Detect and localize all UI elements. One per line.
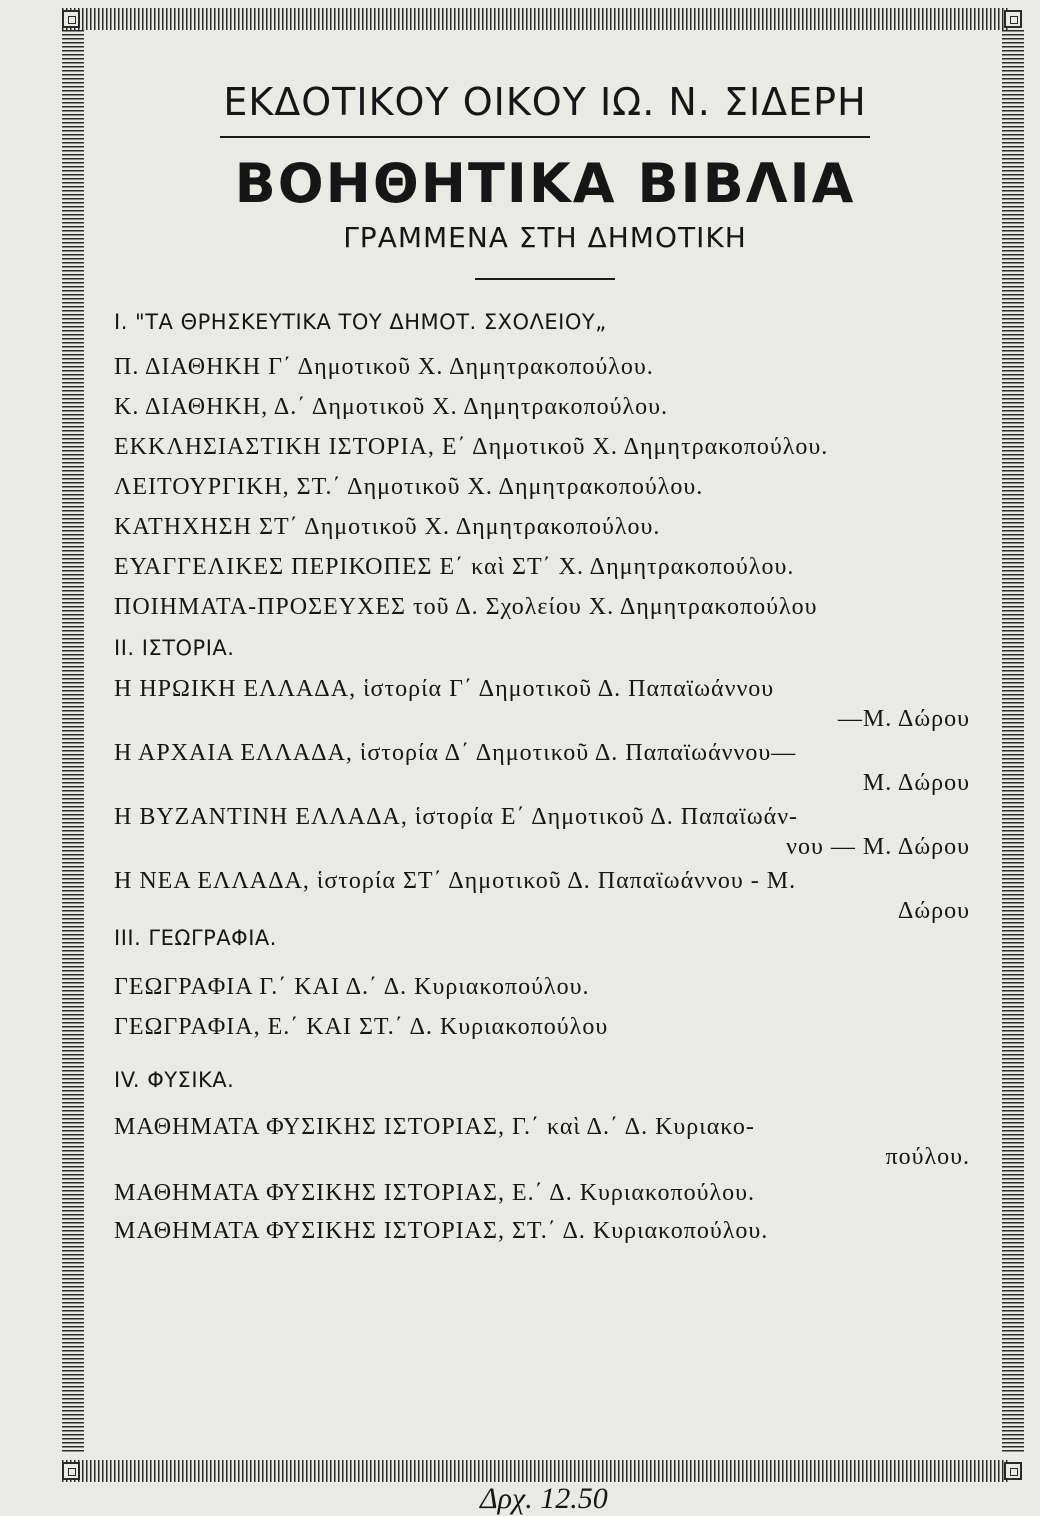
page-subtitle: ΓΡΑΜΜΕΝΑ ΣΤΗ ΔΗΜΟΤΙΚΗ (343, 221, 747, 254)
corner-ornament (62, 10, 80, 28)
list-item-continuation: νου — Μ. Δώρου (786, 833, 970, 860)
corner-ornament (1004, 1462, 1022, 1480)
list-item: Π. ΔΙΑΘΗΚΗ Γ΄ Δημοτικοῦ Χ. Δημητρακοπούλου. (114, 353, 654, 380)
list-item (114, 1110, 990, 1170)
publisher-heading: ΕΚΔΟΤΙΚΟΥ ΟΙΚΟΥ ΙΩ. Ν. ΣΙΔΕΡΗ (223, 80, 867, 124)
list-item-text: Η ΑΡΧΑΙΑ ΕΛΛΑΔΑ, ἱστορία Δ΄ Δημοτικοῦ Δ. Παπαϊωάννου— (114, 739, 797, 766)
list-item (114, 864, 990, 924)
list-item-text: Η ΝΕΑ ΕΛΛΑΔΑ, ἱστορία ΣΤ΄ Δημοτικοῦ Δ. Παπαϊωάννου - Μ. (114, 867, 797, 894)
corner-ornament (62, 1462, 80, 1480)
list-item: ΜΑΘΗΜΑΤΑ ΦΥΣΙΚΗΣ ΙΣΤΟΡΙΑΣ, Ε.΄ Δ. Κυριακοπούλου. (114, 1179, 756, 1206)
list-item-continuation: Δώρου (897, 897, 970, 924)
page-title: ΒΟΗΘΗΤΙΚΑ ΒΙΒΛΙΑ (234, 152, 856, 215)
list-item: ΠΟΙΗΜΑΤΑ-ΠΡΟΣΕΥΧΕΣ τοῦ Δ. Σχολείου Χ. Δημητρακοπούλου (114, 593, 818, 620)
list-item-text: Η ΗΡΩΙΚΗ ΕΛΛΑΔΑ, ἱστορία Γ΄ Δημοτικοῦ Δ. Παπαϊωάννου (114, 675, 775, 702)
left-border-ornament (62, 30, 84, 1452)
list-item (114, 672, 990, 732)
list-item-text: ΜΑΘΗΜΑΤΑ ΦΥΣΙΚΗΣ ΙΣΤΟΡΙΑΣ, Γ.΄ καὶ Δ.΄ Δ. Κυριακο- (114, 1113, 755, 1140)
list-item-continuation: πούλου. (885, 1143, 970, 1170)
list-item: ΜΑΘΗΜΑΤΑ ΦΥΣΙΚΗΣ ΙΣΤΟΡΙΑΣ, ΣΤ.΄ Δ. Κυριακοπούλου. (114, 1217, 769, 1244)
list-item-continuation: —Μ. Δώρου (837, 705, 970, 732)
divider (220, 136, 870, 138)
list-item: ΓΕΩΓΡΑΦΙΑ Γ.΄ ΚΑΙ Δ.΄ Δ. Κυριακοπούλου. (114, 973, 590, 1000)
section-heading-physics: IV. ΦΥΣΙΚΑ. (114, 1067, 235, 1092)
list-item: ΕΚΚΛΗΣΙΑΣΤΙΚΗ ΙΣΤΟΡΙΑ, Ε΄ Δημοτικοῦ Χ. Δημητρακοπούλου. (114, 433, 829, 460)
list-item (114, 800, 990, 860)
list-item: Κ. ΔΙΑΘΗΚΗ, Δ.΄ Δημοτικοῦ Χ. Δημητρακοπούλου. (114, 393, 668, 420)
top-border-ornament (62, 8, 1010, 30)
section-heading-geography: III. ΓΕΩΓΡΑΦΙΑ. (114, 925, 277, 950)
list-item: ΚΑΤΗΧΗΣΗ ΣΤ΄ Δημοτικοῦ Χ. Δημητρακοπούλου. (114, 513, 661, 540)
page-content (100, 60, 990, 1248)
list-item: ΓΕΩΓΡΑΦΙΑ, Ε.΄ ΚΑΙ ΣΤ.΄ Δ. Κυριακοπούλου (114, 1013, 609, 1040)
list-item (114, 736, 990, 796)
section-heading-history: II. ΙΣΤΟΡΙΑ. (114, 635, 235, 660)
section-heading-religion: I. "ΤΑ ΘΡΗΣΚΕΥΤΙΚΑ ΤΟΥ ΔΗΜΟΤ. ΣΧΟΛΕΙΟΥ„ (114, 309, 607, 334)
page-footer-text: Δρχ. 12.50 (480, 1482, 608, 1515)
divider (475, 278, 615, 280)
list-item: ΕΥΑΓΓΕΛΙΚΕΣ ΠΕΡΙΚΟΠΕΣ Ε΄ καὶ ΣΤ΄ Χ. Δημητρακοπούλου. (114, 553, 795, 580)
list-item-continuation: Μ. Δώρου (862, 769, 970, 796)
list-item-text: Η ΒΥΖΑΝΤΙΝΗ ΕΛΛΑΔΑ, ἱστορία Ε΄ Δημοτικοῦ Δ. Παπαϊωάν- (114, 803, 799, 830)
list-item: ΛΕΙΤΟΥΡΓΙΚΗ, ΣΤ.΄ Δημοτικοῦ Χ. Δημητρακοπούλου. (114, 473, 704, 500)
right-border-ornament (1002, 30, 1024, 1452)
bottom-border-ornament (62, 1460, 1010, 1482)
corner-ornament (1004, 10, 1022, 28)
